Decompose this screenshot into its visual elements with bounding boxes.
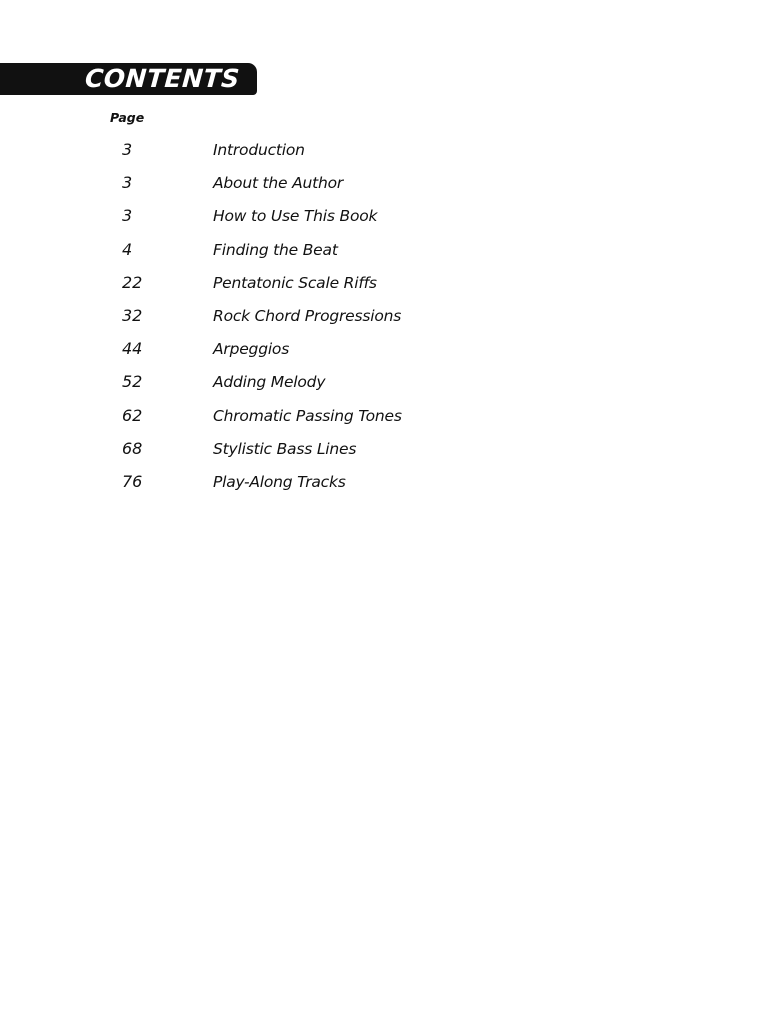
toc-entry	[0, 239, 768, 272]
toc-chapter-title: Stylistic Bass Lines	[213, 439, 357, 458]
toc-chapter-title: Arpeggios	[213, 340, 290, 359]
table-of-contents	[0, 139, 768, 504]
toc-entry	[0, 371, 768, 404]
toc-page-number: 4	[122, 239, 133, 259]
toc-entry	[0, 338, 768, 371]
toc-page-number: 44	[122, 339, 143, 359]
toc-page-number: 3	[122, 140, 133, 159]
toc-entry	[0, 305, 768, 338]
toc-page-number: 3	[122, 206, 133, 226]
toc-chapter-title: Finding the Beat	[213, 240, 338, 259]
toc-page-number: 68	[122, 438, 143, 458]
toc-chapter-title: Adding Melody	[213, 373, 326, 392]
toc-chapter-title: Pentatonic Scale Riffs	[213, 273, 377, 292]
toc-entry	[0, 172, 768, 205]
toc-page-number: 52	[122, 372, 143, 392]
toc-entry	[0, 438, 768, 471]
page-title: CONTENTS	[84, 64, 241, 93]
toc-page-number: 32	[122, 305, 143, 325]
toc-chapter-title: Rock Chord Progressions	[213, 306, 402, 325]
toc-page-number: 62	[122, 405, 143, 425]
toc-chapter-title: About the Author	[213, 174, 344, 193]
toc-page-number: 76	[122, 471, 143, 491]
toc-entry	[0, 405, 768, 438]
contents-banner	[0, 63, 257, 95]
toc-chapter-title: Play-Along Tracks	[213, 472, 346, 491]
toc-chapter-title: Introduction	[213, 141, 305, 159]
toc-entry	[0, 139, 768, 172]
toc-entry	[0, 471, 768, 504]
toc-page-number: 22	[122, 272, 143, 292]
toc-page-number: 3	[122, 173, 133, 193]
toc-entry	[0, 205, 768, 238]
toc-chapter-title: How to Use This Book	[213, 207, 378, 226]
toc-chapter-title: Chromatic Passing Tones	[213, 406, 402, 425]
toc-entry	[0, 272, 768, 305]
page-column-label: Page	[110, 110, 145, 125]
